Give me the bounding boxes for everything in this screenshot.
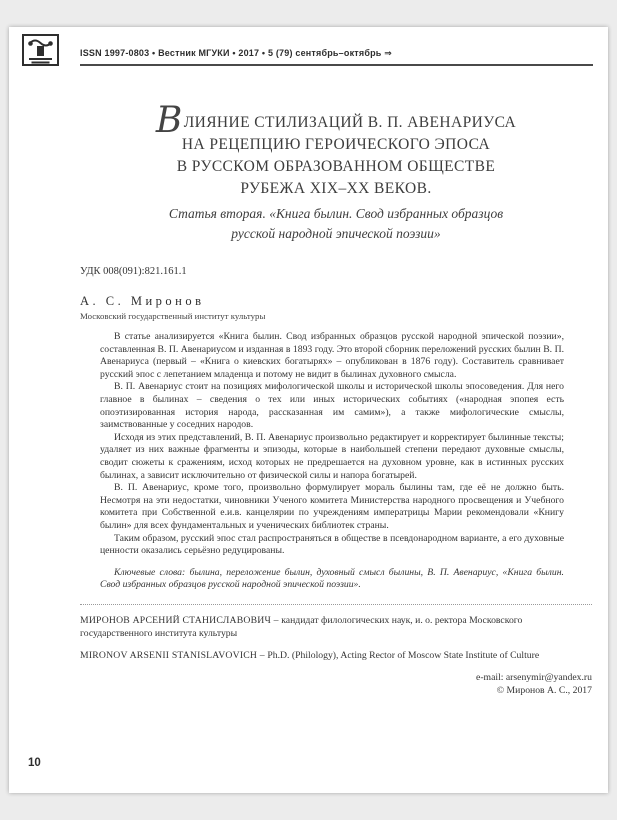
author-email: e-mail: arsenymir@yandex.ru <box>476 671 592 683</box>
udc-code: УДК 008(091):821.161.1 <box>80 266 187 277</box>
title-drop-cap: В <box>155 100 183 141</box>
title-line: РУБЕЖА XIX–XX ВЕКОВ. <box>240 180 432 197</box>
issn-line: ISSN 1997-0803 • Вестник МГУКИ • 2017 • 5 (79) сентябрь–октябрь ⇒ <box>80 48 392 58</box>
journal-logo-icon <box>22 34 59 66</box>
journal-page <box>9 27 608 793</box>
author-bio-en <box>80 649 592 662</box>
separator-dotted-rule <box>80 604 592 605</box>
abstract-paragraph: В статье анализируется «Книга былин. Свод избранных образцов русской народной эпической поэзии», составленная В. П. Авенариусом и изданная в 1893 году. Это второй сборник переложений русских былин В. П. Авенариуса (первый – «Книга о киевских богатырях» – опубликован в 1876 году). Составитель сравнивает русский эпос с лепетанием младенца и потому не видит в былинах духовного смысла. <box>100 331 564 380</box>
copyright-line: © Миронов А. С., 2017 <box>496 684 592 696</box>
article-title <box>80 100 592 244</box>
title-line: НА РЕЦЕПЦИЮ ГЕРОИЧЕСКОГО ЭПОСА <box>181 136 491 153</box>
abstract-paragraph: В. П. Авенариус, кроме того, произвольно формулирует мораль былины там, где её не должно быть. Несмотря на эти недостатки, чиновники Ученого комитета Министерства народного просвещения и Учебного комитета при Собственной е.и.в. канцелярии по учреждениям императрицы Марии рекомендовали «Книгу былин» для всех фундаментальных и ученических библиотек страны. <box>100 482 564 531</box>
author-bio-ru-desc: кандидат филологических наук, и. о. ректора Московского государственного института культуры <box>80 614 523 639</box>
author-bio-ru <box>80 614 592 640</box>
article-subtitle: Статья вторая. «Книга былин. Свод избранных образцов русской народной эпической поэзии» <box>168 206 504 241</box>
author-name: А. С. Миронов <box>80 294 205 308</box>
author-bio-en-desc: Ph.D. (Philology), Acting Rector of Moscow State Institute of Culture <box>267 649 540 661</box>
abstract-paragraph: Таким образом, русский эпос стал распространяться в обществе в псевдонародном варианте, а его духовные ценности оказались серьёзно редуцированы. <box>100 532 564 557</box>
keywords-label: Ключевые слова <box>114 566 183 578</box>
author-affiliation: Московский государственный институт культуры <box>80 311 266 321</box>
author-bio-en-name: MIRONOV ARSENII STANISLAVOVICH – <box>80 649 268 661</box>
header-rule <box>80 48 593 66</box>
abstract-paragraph: В. П. Авенариус стоит на позициях мифологической школы и исторической школы эпосоведения. Для него главное в былинах – сведения о тех или иных исторических событиях («народная эпопея есть опоэтизированная история народа, рассказанная им самим»), а также мифологические смыслы, заимствованные у соседних народов. <box>100 381 564 431</box>
journal-header <box>22 34 593 66</box>
abstract-paragraph: Исходя из этих представлений, В. П. Авенариус произвольно редактирует и корректирует былинные тексты; удаляет из них важные фрагменты и эпизоды, которые в наибольшей степени передают духовные смыслы, сводит сюжеты к сражениям, исход которых не предрешается на духовном уровне, как в истинных русских былинах, а зависит исключительно от физической силы и напора богатырей. <box>100 431 564 481</box>
page-number: 10 <box>28 757 41 769</box>
abstract <box>100 331 564 592</box>
author-bio-ru-name: МИРОНОВ АРСЕНИЙ СТАНИСЛАВОВИЧ – <box>80 614 282 626</box>
keywords-text: : былина, переложение былин, духовный смысл былины, В. П. Авенариус, «Книга былин. Свод избранных образцов русской народной эпической поэзии». <box>100 566 564 591</box>
keywords <box>100 567 564 592</box>
title-line-text: ЛИЯНИЕ СТИЛИЗАЦИЙ В. П. АВЕНАРИУСА <box>183 114 517 131</box>
title-line: В РУССКОМ ОБРАЗОВАННОМ ОБЩЕСТВЕ <box>176 158 496 175</box>
title-line <box>80 100 592 141</box>
article-content <box>80 66 592 697</box>
